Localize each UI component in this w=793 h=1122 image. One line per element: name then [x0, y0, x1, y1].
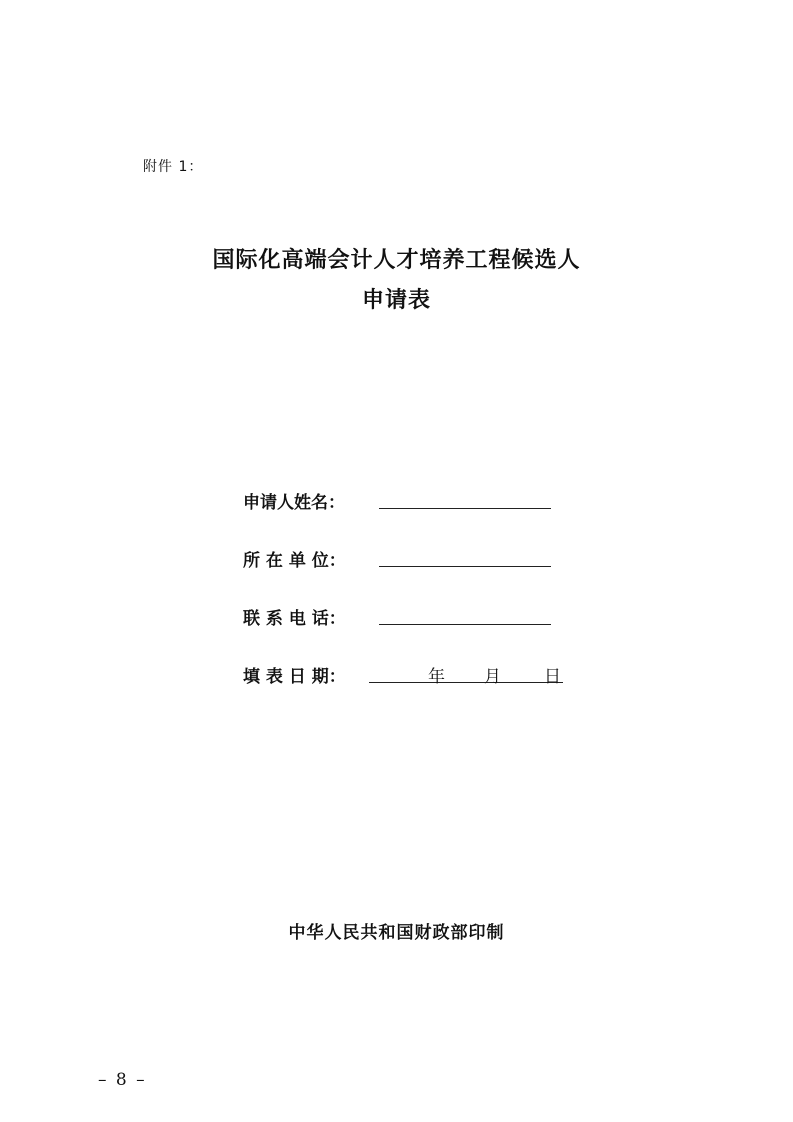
attachment-label: 附件 1： — [143, 159, 204, 175]
printer-note: 中华人民共和国财政部印制 — [288, 923, 505, 943]
applicant-name-blank[interactable] — [379, 508, 551, 509]
phone-blank[interactable] — [379, 624, 551, 625]
form-title-line2: 申请表 — [361, 288, 431, 313]
applicant-name-label: 申请人姓名： — [243, 493, 345, 513]
organization-label: 所 在 单 位： — [243, 551, 346, 571]
date-day-label: 日 — [544, 667, 561, 687]
phone-label: 联 系 电 话： — [243, 609, 346, 629]
fill-date-blank[interactable] — [369, 682, 563, 683]
date-year-label: 年 — [428, 667, 445, 687]
page-number: – 8 – — [98, 1070, 147, 1090]
date-month-label: 月 — [484, 667, 501, 687]
form-title-line1: 国际化高端会计人才培养工程候选人 — [212, 248, 581, 273]
organization-blank[interactable] — [379, 566, 551, 567]
fill-date-label: 填 表 日 期： — [243, 667, 346, 687]
